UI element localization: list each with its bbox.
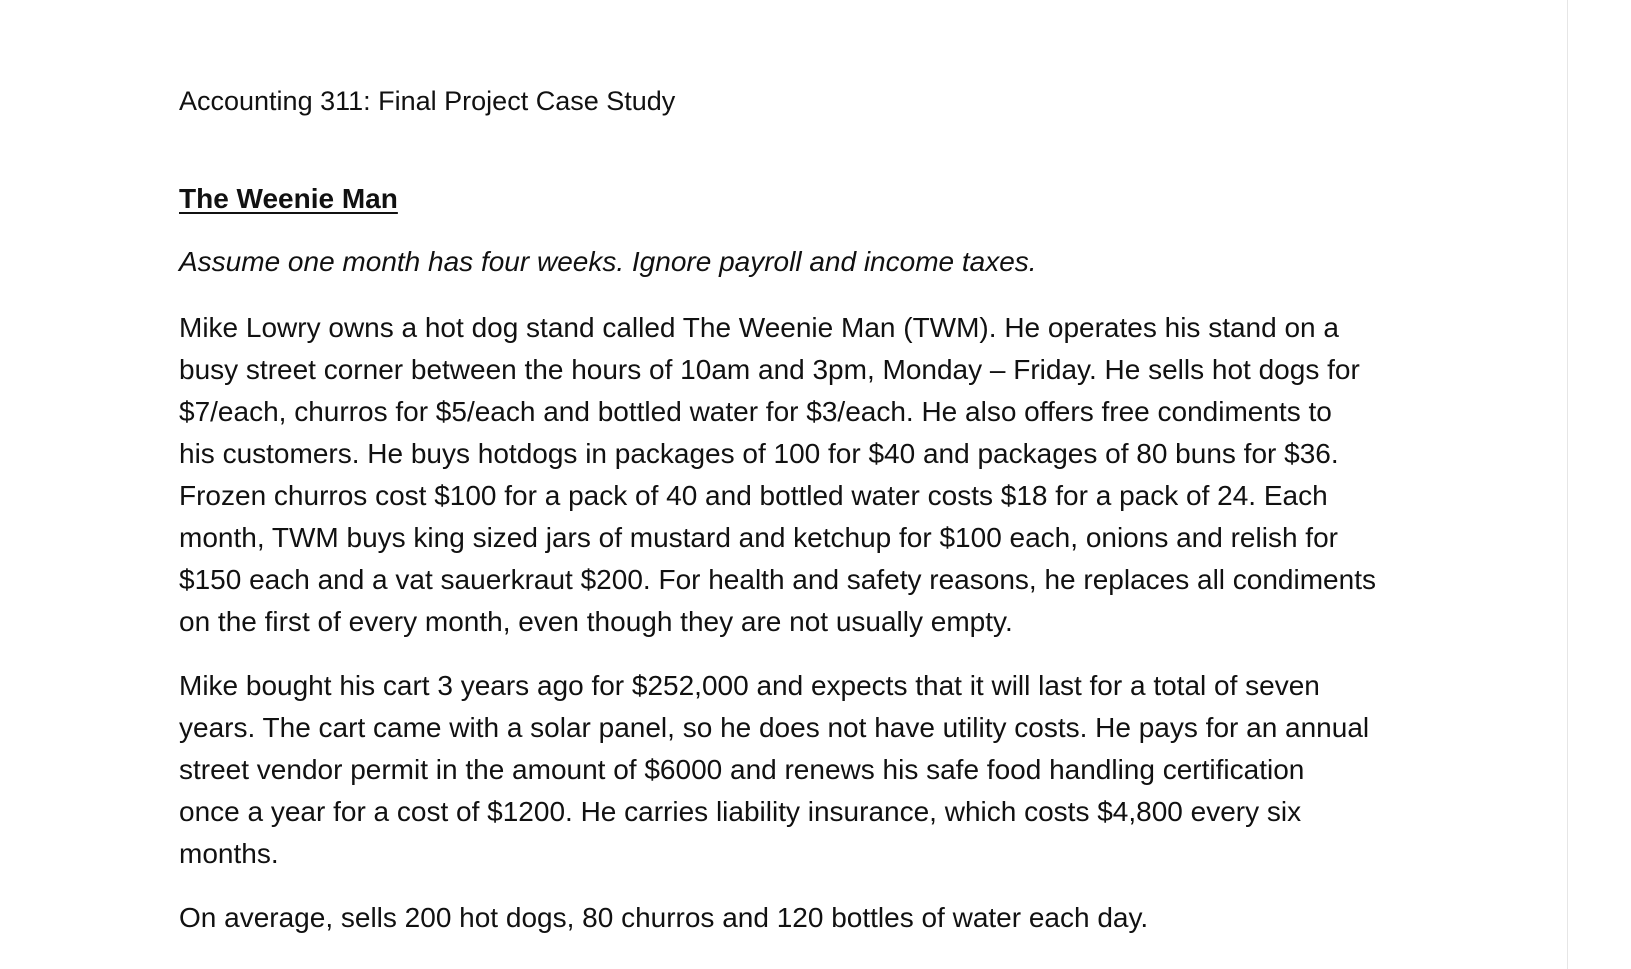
paragraph-line: his customers. He buys hotdogs in packages of 100 for $40 and packages of 80 buns for $36.: [179, 438, 1339, 469]
paragraph-line: once a year for a cost of $1200. He carries liability insurance, which costs $4,800 every six: [179, 796, 1302, 827]
paragraph-fixed-costs: [179, 665, 1449, 875]
paragraph-line: months.: [179, 838, 279, 869]
paragraph-daily-sales: [179, 897, 1449, 939]
paragraph-line: years. The cart came with a solar panel, so he does not have utility costs. He pays for an annual: [179, 712, 1370, 743]
assumption-note: Assume one month has four weeks. Ignore payroll and income taxes.: [179, 246, 1037, 277]
paragraph-line: Frozen churros cost $100 for a pack of 40 and bottled water costs $18 for a pack of 24. Each: [179, 480, 1328, 511]
page-right-edge: [1567, 0, 1631, 969]
paragraph-line: Mike Lowry owns a hot dog stand called The Weenie Man (TWM). He operates his stand on a: [179, 312, 1339, 343]
paragraph-line: $150 each and a vat sauerkraut $200. For health and safety reasons, he replaces all condiments: [179, 564, 1376, 595]
paragraph-line: busy street corner between the hours of 10am and 3pm, Monday – Friday. He sells hot dogs for: [179, 354, 1360, 385]
case-title: The Weenie Man: [179, 183, 398, 214]
paragraph-business-overview: [179, 307, 1449, 643]
course-header: Accounting 311: Final Project Case Study: [179, 86, 676, 116]
paragraph-line: street vendor permit in the amount of $6000 and renews his safe food handling certification: [179, 754, 1305, 785]
paragraph-line: Mike bought his cart 3 years ago for $252,000 and expects that it will last for a total of seven: [179, 670, 1320, 701]
paragraph-line: On average, sells 200 hot dogs, 80 churros and 120 bottles of water each day.: [179, 902, 1149, 933]
paragraph-line: $7/each, churros for $5/each and bottled water for $3/each. He also offers free condiments to: [179, 396, 1332, 427]
document-body: [179, 84, 1449, 939]
paragraph-line: on the first of every month, even though they are not usually empty.: [179, 606, 1013, 637]
paragraph-line: month, TWM buys king sized jars of mustard and ketchup for $100 each, onions and relish for: [179, 522, 1338, 553]
